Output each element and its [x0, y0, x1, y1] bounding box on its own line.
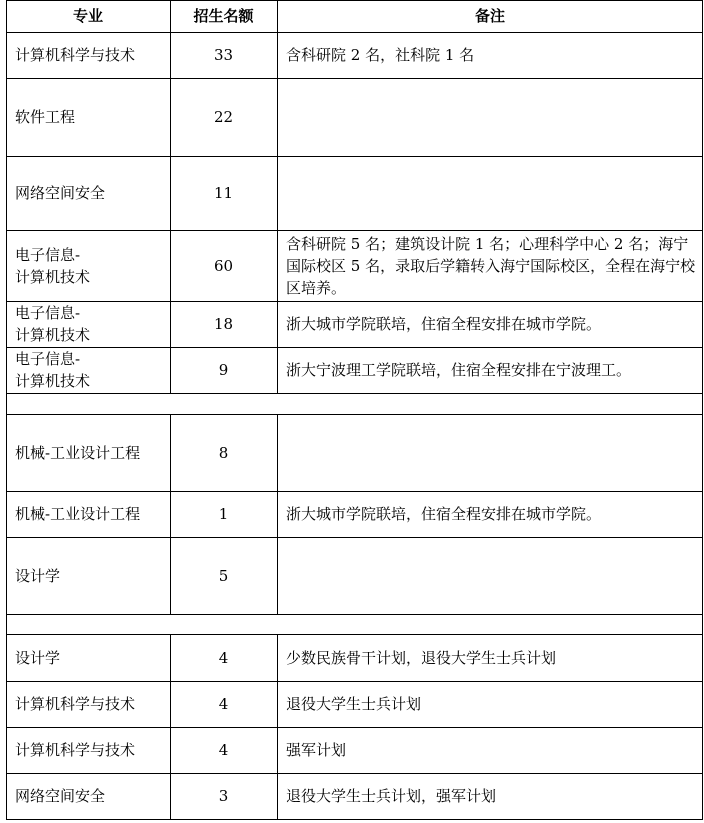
- note-cell: 浙大城市学院联培，住宿全程安排在城市学院。: [286, 505, 602, 523]
- note-cell: 浙大城市学院联培，住宿全程安排在城市学院。: [286, 315, 602, 333]
- quota-cell: 33: [213, 46, 234, 64]
- section-spacer: [6, 393, 703, 414]
- quota-cell: 4: [218, 695, 229, 713]
- quota-cell: 3: [218, 787, 229, 805]
- quota-cell: 4: [218, 648, 229, 667]
- major-cell: 机械-工业设计工程: [15, 505, 141, 523]
- quota-cell: 9: [218, 361, 229, 379]
- table-row: [6, 230, 703, 301]
- quota-cell: 18: [213, 315, 234, 333]
- note-cell: 强军计划: [286, 741, 347, 759]
- table-row: [6, 156, 703, 230]
- section-spacer: [6, 614, 703, 634]
- table-row: [6, 727, 703, 773]
- quota-cell: 60: [213, 256, 234, 275]
- major-cell: 网络空间安全: [15, 184, 106, 202]
- quota-cell: 4: [218, 741, 229, 759]
- major-cell: 电子信息- 计算机技术: [15, 350, 91, 390]
- quota-cell: 22: [213, 108, 234, 126]
- quota-cell: 1: [218, 505, 229, 523]
- table-row: [6, 634, 703, 681]
- note-cell: 浙大宁波理工学院联培，住宿全程安排在宁波理工。: [286, 361, 632, 379]
- note-cell: [277, 78, 703, 156]
- note-cell: 退役大学生士兵计划，强军计划: [286, 787, 497, 805]
- major-cell: 电子信息- 计算机技术: [15, 245, 91, 286]
- table-row: [6, 78, 703, 156]
- major-cell: 软件工程: [15, 108, 76, 126]
- note-cell: 退役大学生士兵计划: [286, 695, 422, 713]
- major-cell: 计算机科学与技术: [15, 695, 136, 713]
- note-cell: [277, 537, 703, 614]
- note-cell: 含科研院 5 名；建筑设计院 1 名；心理科学中心 2 名；海宁国际校区 5 名，录取后学籍转入海宁国际校区，全程在海宁校区培养。: [286, 234, 696, 297]
- table-header: [6, 0, 703, 32]
- table-row: [6, 301, 703, 347]
- major-cell: 网络空间安全: [15, 787, 106, 805]
- table-row: [6, 347, 703, 393]
- note-cell: [277, 156, 703, 230]
- note-cell: 含科研院 2 名，社科院 1 名: [286, 46, 475, 64]
- table-row: [6, 537, 703, 614]
- header-note: 备注: [474, 7, 505, 25]
- major-cell: 计算机科学与技术: [15, 46, 136, 64]
- quota-cell: 11: [213, 184, 234, 202]
- major-cell: 计算机科学与技术: [15, 741, 136, 759]
- table-row: [6, 491, 703, 537]
- note-cell: 少数民族骨干计划，退役大学生士兵计划: [286, 648, 557, 667]
- quota-cell: 8: [218, 443, 229, 462]
- quota-cell: 5: [218, 566, 229, 585]
- header-quota: 招生名额: [193, 7, 254, 25]
- table-row: [6, 414, 703, 491]
- table-row: [6, 681, 703, 727]
- table-row: [6, 32, 703, 78]
- major-cell: 设计学: [15, 648, 61, 667]
- header-major: 专业: [72, 7, 103, 25]
- major-cell: 机械-工业设计工程: [15, 443, 141, 462]
- table-row: [6, 773, 703, 819]
- note-cell: [277, 414, 703, 491]
- major-cell: 电子信息- 计算机技术: [15, 304, 91, 344]
- major-cell: 设计学: [15, 566, 61, 585]
